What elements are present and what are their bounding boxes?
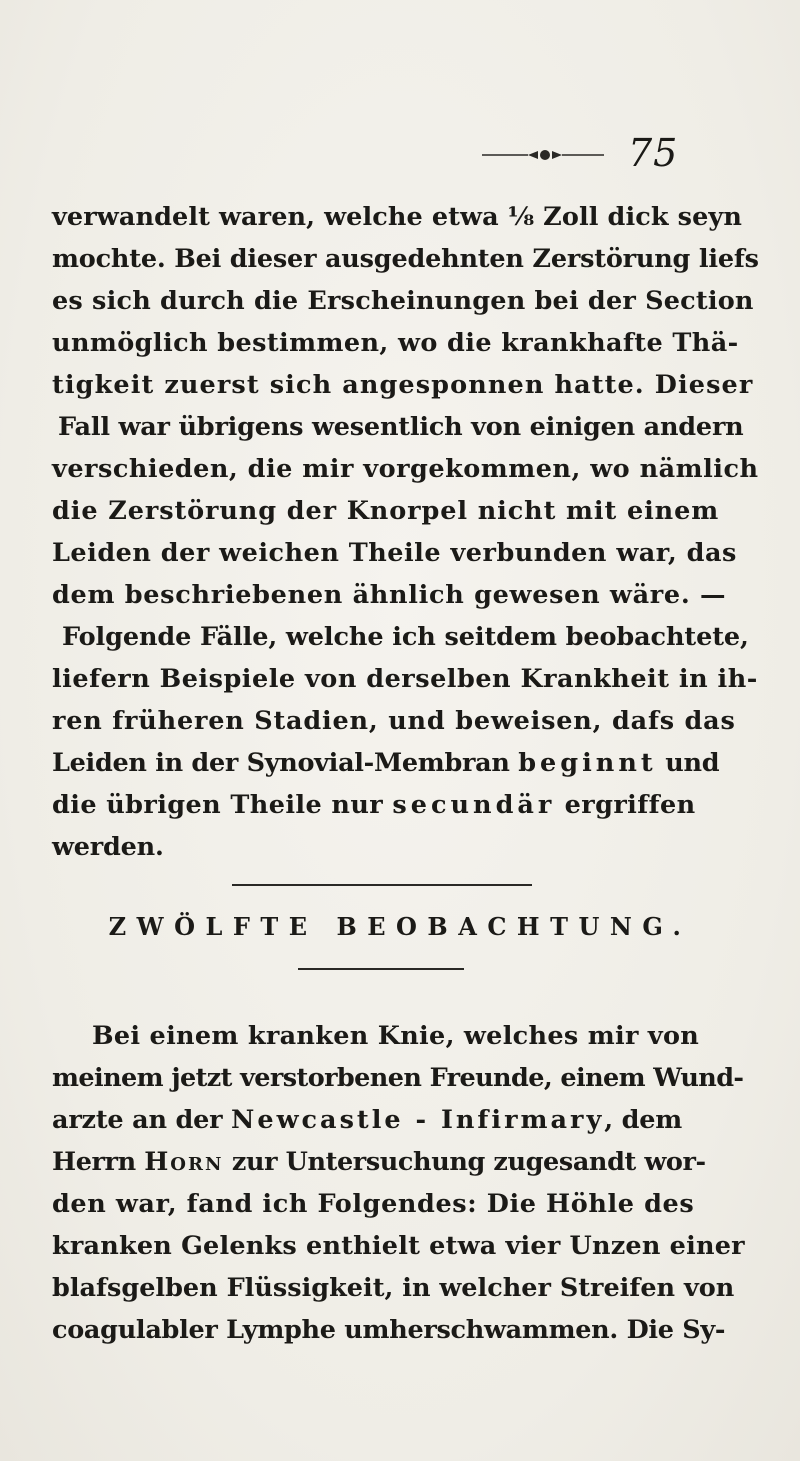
- text-run: Leiden in der Synovial-Membran: [52, 748, 519, 778]
- text-run: arzte an der: [52, 1105, 232, 1135]
- text-line: tigkeit zuerst sich angesponnen hatte. Dieser: [52, 370, 754, 400]
- text-line: es sich durch die Erscheinungen bei der Section: [52, 286, 754, 316]
- text-run: zur Untersuchung zugesandt wor-: [223, 1147, 706, 1177]
- text-run: , dem: [604, 1105, 683, 1135]
- text-line: unmöglich bestimmen, wo die krankhafte Thä-: [52, 328, 739, 358]
- text-line: dem beschriebenen ähnlich gewesen wäre. —: [52, 580, 727, 610]
- text-run: Herrn: [52, 1147, 145, 1177]
- text-line: ren früheren Stadien, und beweisen, dafs das: [52, 706, 736, 736]
- text-line: [52, 1147, 706, 1177]
- text-line: Fall war übrigens wesentlich von einigen andern: [58, 412, 744, 442]
- page-number: 75: [628, 131, 679, 175]
- text-line: den war, fand ich Folgendes: Die Höhle des: [52, 1189, 695, 1219]
- section-rule-top: [232, 884, 532, 886]
- page-header: [0, 118, 800, 178]
- section-rule-bottom: [298, 968, 464, 970]
- text-line: verschieden, die mir vorgekommen, wo nämlich: [52, 454, 759, 484]
- person-name: Horn: [144, 1147, 224, 1177]
- text-run: die übrigen Theile nur: [52, 790, 393, 820]
- text-line: die Zerstörung der Knorpel nicht mit einem: [52, 496, 720, 526]
- section-heading: ZWÖLFTE BEOBACHTUNG.: [108, 912, 692, 941]
- emphasis-text: Newcastle - Infirmary: [231, 1105, 605, 1135]
- text-line: [52, 790, 696, 820]
- text-line: liefern Beispiele von derselben Krankheit in ih-: [52, 664, 758, 694]
- text-run: und: [656, 748, 720, 778]
- emphasis-text: beginnt: [518, 748, 657, 778]
- text-line: Leiden der weichen Theile verbunden war, das: [52, 538, 737, 568]
- text-line: mochte. Bei dieser ausgedehnten Zerstörung liefs: [52, 244, 759, 274]
- text-line: werden.: [52, 832, 164, 862]
- text-line: Folgende Fälle, welche ich seitdem beobachtete,: [62, 622, 749, 652]
- emphasis-text: secundär: [392, 790, 556, 820]
- text-line: [52, 748, 720, 778]
- text-line: blafsgelben Flüssigkeit, in welcher Streifen von: [52, 1273, 735, 1303]
- text-line: coagulabler Lymphe umherschwammen. Die Sy-: [52, 1315, 726, 1345]
- text-line: verwandelt waren, welche etwa ⅛ Zoll dick seyn: [52, 202, 742, 232]
- text-line: Bei einem kranken Knie, welches mir von: [92, 1021, 700, 1051]
- text-line: kranken Gelenks enthielt etwa vier Unzen einer: [52, 1231, 745, 1261]
- text-line: meinem jetzt verstorbenen Freunde, einem Wund-: [52, 1063, 744, 1093]
- text-run: ergriffen: [555, 790, 696, 820]
- ornament-icon: [478, 148, 618, 162]
- text-line: [52, 1105, 683, 1135]
